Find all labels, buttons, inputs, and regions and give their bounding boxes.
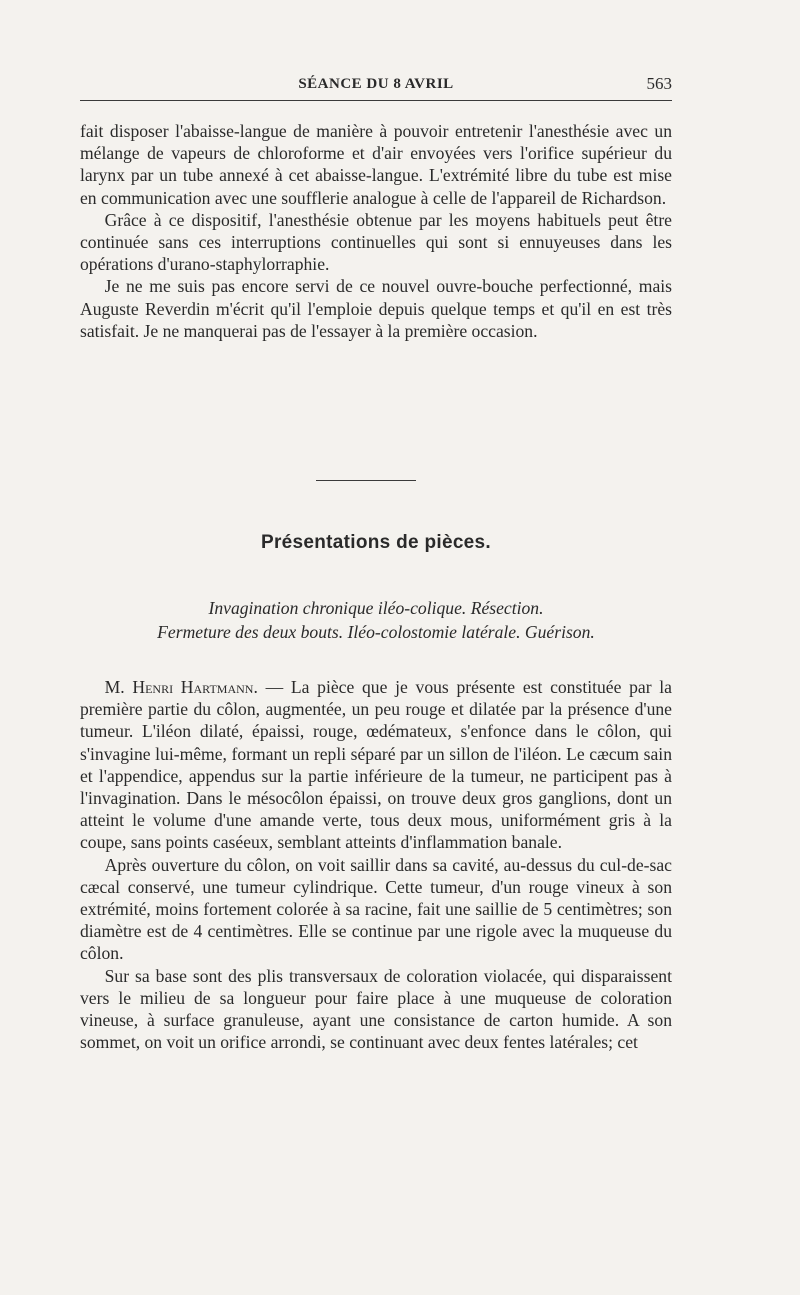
paragraph: Je ne me suis pas encore servi de ce nouvel ouvre-bouche perfectionné, mais Auguste Reverdin m'écrit qu'il l'emploie depuis quelque temps et qu'il en est très satisfait. Je ne manquerai pas de l'essayer à la première occasion. (80, 276, 672, 341)
main-text (80, 676, 672, 1053)
paragraph-text: — La pièce que je vous présente est constituée par la première partie du côlon, augmentée, un peu rouge et dilatée par la présence d'une tumeur. L'iléon dilaté, épaissi, rouge, œdémateux, s'enfonce dans le côlon, qui s'invagine lui-même, formant un repli séparé par un sillon de l'iléon. Le cæcum sain et l'appendice, appendus sur la partie inférieure de la tumeur, ne participent pas à l'invagination. Dans le mésocôlon épaissi, on trouve deux gros ganglions, dont un atteint le volume d'une amande verte, tous deux mous, uniformément gris à la coupe, sans points caséeux, semblant atteints d'inflammation banale. (80, 677, 672, 853)
running-head (80, 72, 672, 101)
paragraph: Après ouverture du côlon, on voit saillir dans sa cavité, au-dessus du cul-de-sac cæcal conservé, une tumeur cylindrique. Cette tumeur, d'un rouge vineux à son extrémité, moins fortement colorée à sa racine, fait une saillie de 5 centimètres; son diamètre est de 4 centimètres. Elle se continue par une rigole avec la muqueuse du côlon. (80, 854, 672, 964)
page-number: 563 (646, 74, 672, 93)
paragraph (80, 676, 672, 854)
running-title: SÉANCE DU 8 AVRIL (298, 76, 454, 92)
speaker-name: Henri Hartmann. (132, 677, 258, 697)
section-divider (316, 480, 416, 481)
section-title: Présentations de pièces. (260, 532, 491, 553)
paragraph: Grâce à ce dispositif, l'anesthésie obtenue par les moyens habituels peut être continuée sans ces interruptions continuelles qui sont si ennuyeuses dans les opérations d'urano-staphylorraphie. (80, 209, 672, 275)
speaker-prefix: M. (104, 677, 133, 697)
subtitle-line-1: Invagination chronique iléo-colique. Résection. (208, 598, 544, 618)
paragraph: Sur sa base sont des plis transversaux de coloration violacée, qui disparaissent vers le milieu de sa longueur pour faire place à une muqueuse de coloration vineuse, à surface granuleuse, ayant une consistance de carton humide. A son sommet, on voit un orifice arrondi, se continuant avec deux fentes latérales; cet (80, 965, 672, 1053)
paragraph: fait disposer l'abaisse-langue de manière à pouvoir entretenir l'anesthésie avec un mélange de vapeurs de chloroforme et d'air envoyées vers l'orifice supérieur du larynx par un tube annexé à cet abaisse-langue. L'extrémité libre du tube est mise en communication avec une soufflerie analogue à celle de l'appareil de Richardson. (80, 121, 672, 208)
subtitle-line-2: Fermeture des deux bouts. Iléo-colostomie latérale. Guérison. (157, 622, 595, 642)
intro-text (80, 120, 672, 342)
